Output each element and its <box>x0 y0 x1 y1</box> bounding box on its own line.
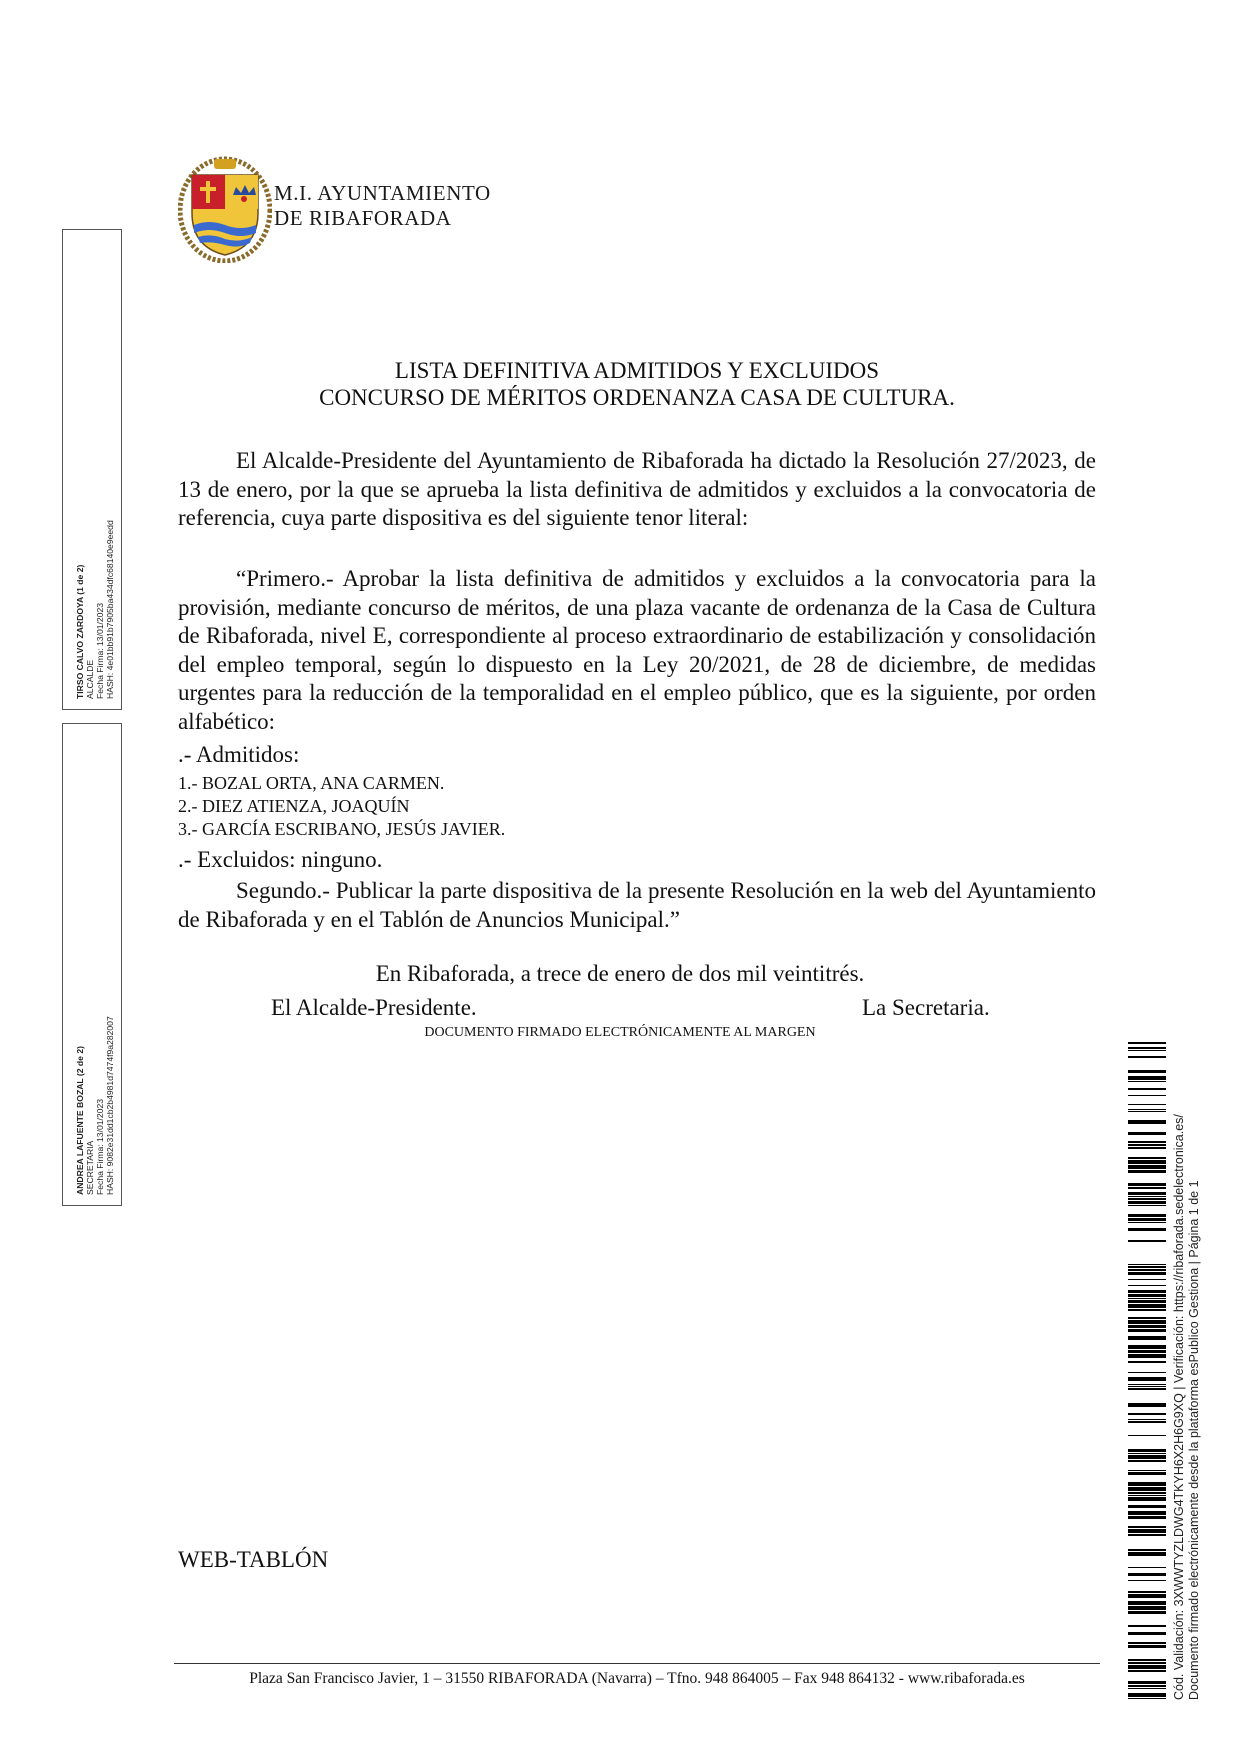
role-secretary: La Secretaria. <box>862 995 990 1020</box>
signer-role: SECRETARIA <box>85 1140 95 1195</box>
signature-hash: HASH: 4e01bb91b7905ba434dfc68140e9eedd <box>105 520 115 699</box>
segundo-paragraph <box>178 877 1096 934</box>
role-mayor: El Alcalde-Presidente. <box>271 995 477 1020</box>
place-date: En Ribaforada, a trece de enero de dos mil veintitrés. <box>375 961 865 986</box>
document-title <box>178 357 1096 411</box>
list-item: 1.- BOZAL ORTA, ANA CARMEN. <box>178 773 445 793</box>
list-item: 2.- DIEZ ATIENZA, JOAQUÍN <box>178 796 410 816</box>
excluidos-line: .- Excluidos: ninguno. <box>178 847 383 872</box>
barcode-icon <box>1128 1042 1166 1700</box>
org-name-line1: M.I. AYUNTAMIENTO <box>274 181 491 205</box>
signature-date: Fecha Firma: 13/01/2023 <box>95 602 105 699</box>
verification-line2: Documento firmado electrónicamente desde la plataforma esPublico Gestiona | Página 1 de 1 <box>1187 1180 1201 1700</box>
footer-divider <box>174 1663 1100 1664</box>
primero-paragraph <box>178 565 1096 736</box>
segundo-text: Segundo.- Publicar la parte dispositiva de la presente Resolución en la web del Ayuntamiento de Ribaforada y en el Tablón de Anuncios Municipal.” <box>178 878 1096 932</box>
electronic-signature-notice: DOCUMENTO FIRMADO ELECTRÓNICAMENTE AL MARGEN <box>424 1025 816 1040</box>
organization-name <box>274 181 491 231</box>
org-name-line2: DE RIBAFORADA <box>274 206 452 230</box>
signer-name: TIRSO CALVO ZARDOYA (1 de 2) <box>75 564 85 699</box>
list-item: 3.- GARCÍA ESCRIBANO, JESÚS JAVIER. <box>178 819 506 839</box>
admitidos-label: .- Admitidos: <box>178 742 300 767</box>
signer-name: ANDREA LAFUENTE BOZAL (2 de 2) <box>75 1046 85 1195</box>
intro-paragraph <box>178 447 1096 533</box>
web-tablon-label: WEB-TABLÓN <box>178 1547 329 1572</box>
title-line2: CONCURSO DE MÉRITOS ORDENANZA CASA DE CULTURA. <box>319 385 955 410</box>
signature-details <box>75 269 115 699</box>
signature-hash: HASH: 9082e31dd1cb2b4981d7474f9a282007 <box>105 1016 115 1195</box>
verification-line1: Cód. Validación: 3XWWTYZLDWG4TKYH6X2H6G9XQ | Verificación: https://ribaforada.sedelectronica.es/ <box>1172 1114 1186 1700</box>
title-line1: LISTA DEFINITIVA ADMITIDOS Y EXCLUIDOS <box>394 358 880 383</box>
signature-box-mayor <box>62 229 122 710</box>
intro-text: El Alcalde-Presidente del Ayuntamiento de Ribaforada ha dictado la Resolución 27/2023, de 13 de enero, por la que se aprueba la lista definitiva de admitidos y excluidos a la convocatoria de referencia, cuya parte dispositiva es del siguiente tenor literal: <box>178 448 1096 530</box>
municipal-coat-of-arms-icon <box>178 155 272 263</box>
signer-role: ALCALDE <box>85 659 95 699</box>
signature-date: Fecha Firma: 13/01/2023 <box>95 1098 105 1195</box>
primero-text: “Primero.- Aprobar la lista definitiva de admitidos y excluidos a la convocatoria para la provisión, mediante concurso de méritos, de una plaza vacante de ordenanza de la Casa de Cultura de Ribaforada, nivel E, correspondiente al proceso extraordinario de estabilización y consolidación del empleo temporal, según lo dispuesto en la Ley 20/2021, de 28 de diciembre, de medidas urgentes para la reducción de la temporalidad en el empleo público, que es la siguiente, por orden alfabético: <box>178 566 1096 734</box>
verification-text <box>1172 1040 1202 1700</box>
footer-address: Plaza San Francisco Javier, 1 – 31550 RIBAFORADA (Navarra) – Tfno. 948 864005 – Fax 948 864132 - www.ribaforada.es <box>249 1670 1025 1687</box>
